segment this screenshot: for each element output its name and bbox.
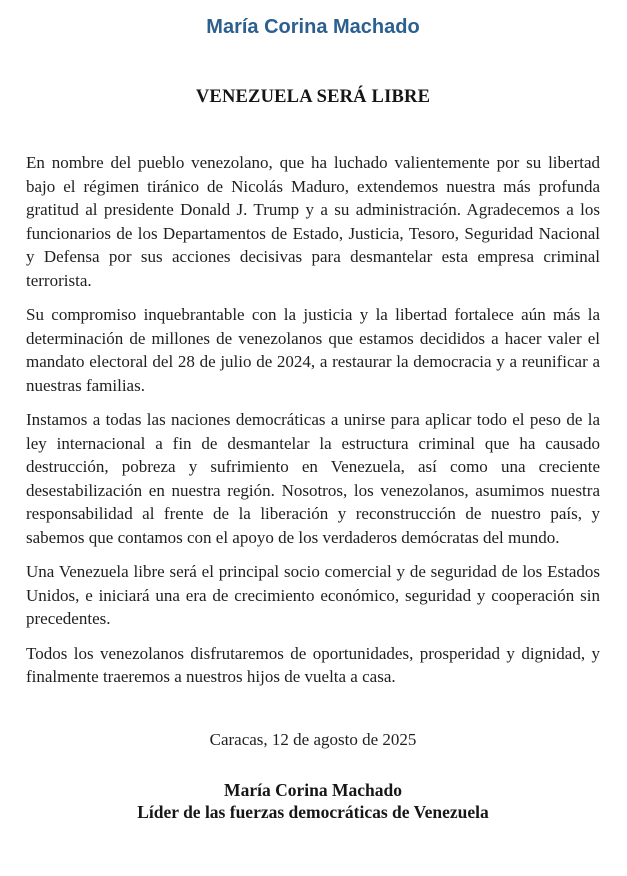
author-header: María Corina Machado [206,16,420,38]
statement-paragraph: Una Venezuela libre será el principal socio comercial y de seguridad de los Estados Unidos, e iniciará una era de crecimiento económico, seguridad y cooperación sin precedentes. [26,562,600,628]
statement-paragraph: Instamos a todas las naciones democráticas a unirse para aplicar todo el peso de la ley internacional a fin de desmantelar la estructura criminal que ha causado destrucción, pobreza y sufrimiento en Venezuela, así como una creciente desestabilización en nuestra región. Nosotros, los venezolanos, asumimos nuestra responsabilidad al frente de la liberación y reconstrucción de nuestro país, y sabemos que contamos con el apoyo de los verdaderos demócratas del mundo. [26,410,600,547]
dateline: Caracas, 12 de agosto de 2025 [209,729,417,749]
signature-name: María Corina Machado [224,779,402,800]
statement-body [26,151,600,689]
statement-paragraph: Todos los venezolanos disfrutaremos de oportunidades, prosperidad y dignidad, y finalmente traeremos a nuestros hijos de vuelta a casa. [26,643,600,686]
statement-paragraph: En nombre del pueblo venezolano, que ha luchado valientemente por su libertad bajo el régimen tiránico de Nicolás Maduro, extendemos nuestra más profunda gratitud al presidente Donald J. Trump y a su administración. Agradecemos a los funcionarios de los Departamentos de Estado, Justicia, Tesoro, Seguridad Nacional y Defensa por sus acciones decisivas para desmantelar esta empresa criminal terrorista. [26,153,600,290]
signature-role: Líder de las fuerzas democráticas de Venezuela [137,801,489,822]
signature-block [26,779,600,823]
document-title: VENEZUELA SERÁ LIBRE [195,87,431,107]
statement-paragraph: Su compromiso inquebrantable con la justicia y la libertad fortalece aún más la determinación de millones de venezolanos que estamos decididos a hacer valer el mandato electoral del 28 de julio de 2024, a restaurar la democracia y a reunificar a nuestras familias. [26,305,600,395]
